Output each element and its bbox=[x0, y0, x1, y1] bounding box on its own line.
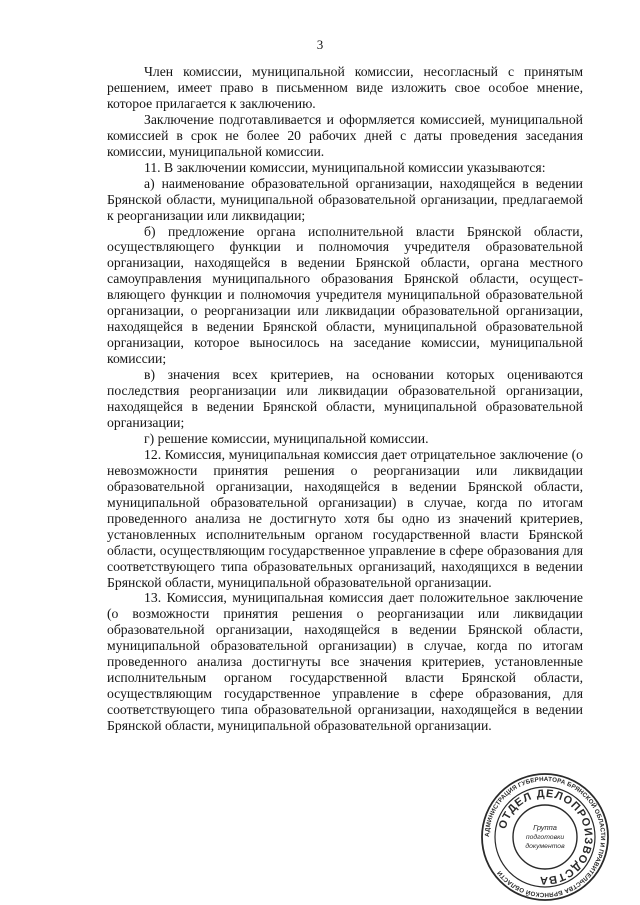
paragraph-item-13: 13. Комиссия, муниципальная комиссия дает положительное заключение (о возможности принятия решения о реорганизации или ликвидации образовательной организации, находящейся в ведении Брянской области, муниципальной образовательной организации) в случае, когда по итогам проведенного анализа достигнуты все значения критериев, установленные исполнительным органом государственной власти Брянской области, осуществляющим государственное управление в сфере образования, для соответствующего типа образовательной организации, находящейся в ведении Брянской области, муниципальной образовательной организации. bbox=[107, 590, 583, 734]
paragraph-item-11: 11. В заключении комиссии, муниципальной комиссии указываются: bbox=[144, 159, 546, 175]
stamp-center-line-3: документов bbox=[525, 843, 565, 850]
document-body bbox=[107, 64, 583, 734]
stamp-center-line-2: подготовки bbox=[525, 834, 565, 841]
stamp-inner-text: ОТДЕЛ ДЕЛОПРОИЗВОДСТВА bbox=[496, 787, 595, 887]
paragraph-item-11a: а) наименование образовательной организации, находящейся в ведении Брянской области, муниципальной образовательной организации, предлагаемой к реорганизации или ликвидации; bbox=[107, 175, 583, 223]
paragraph-dissent: Член комиссии, муниципальной комиссии, несогласный с принятым решением, имеет право в письменном виде изложить свое особое мнение, которое прилагается к заключению. bbox=[107, 64, 583, 111]
paragraph-item-11d: г) решение комиссии, муниципальной комиссии. bbox=[144, 430, 429, 446]
page-number: 3 bbox=[316, 37, 324, 52]
paragraph-item-12: 12. Комиссия, муниципальная комиссия дает отрицательное заключение (о невозможности принятия решения о реорганизации или ликвидации образовательной организации, находящейся в ведении Брянской области, муниципальной образовательной организации) в случае, когда по итогам проведенного анализа не достигнуто хотя бы одно из значений критериев, установленных исполнительным органом государственной власти Брянской области, осуществляющим государственное управление в сфере образования для соответствующего типа образовательных организаций, находящихся в ведении Брянской области, муниципальной образовательной организации. bbox=[107, 446, 583, 590]
paragraph-conclusion-deadline: Заключение подготавливается и оформляется комиссией, муниципальной комиссией в срок не более 20 рабочих дней с даты проведения заседания комиссии, муниципальной комиссии. bbox=[107, 111, 583, 159]
paragraph-item-11c: в) значения всех критериев, на основании которых оцениваются последствия реорганизации или ликвидации образовательной организации, находящейся в ведении Брянской области, муниципальной образовательной организации; bbox=[107, 367, 583, 430]
paragraph-item-11b: б) предложение органа исполнительной власти Брянской области, осуществляющего функции и полномочия учредителя образовательной организации, находящейся в ведении Брянской области, органа местного самоуправления муниципального образования Брянской области, осуществляющего функции и полномочия учредителя муниципальной образовательной организации, о реорганизации или ликвидации образовательной организации, находящейся в ведении Брянской области, муниципальной образовательной организации, которое выносилось на заседание комиссии, муниципальной комиссии; bbox=[107, 223, 583, 367]
office-stamp bbox=[480, 772, 610, 902]
stamp-center-line-1: Группа bbox=[533, 823, 557, 832]
stamp-outer-text: АДМИНИСТРАЦИЯ ГУБЕРНАТОРА БРЯНСКОЙ ОБЛАСТИ И ПРАВИТЕЛЬСТВА БРЯНСКОЙ ОБЛАСТИ bbox=[483, 775, 607, 899]
